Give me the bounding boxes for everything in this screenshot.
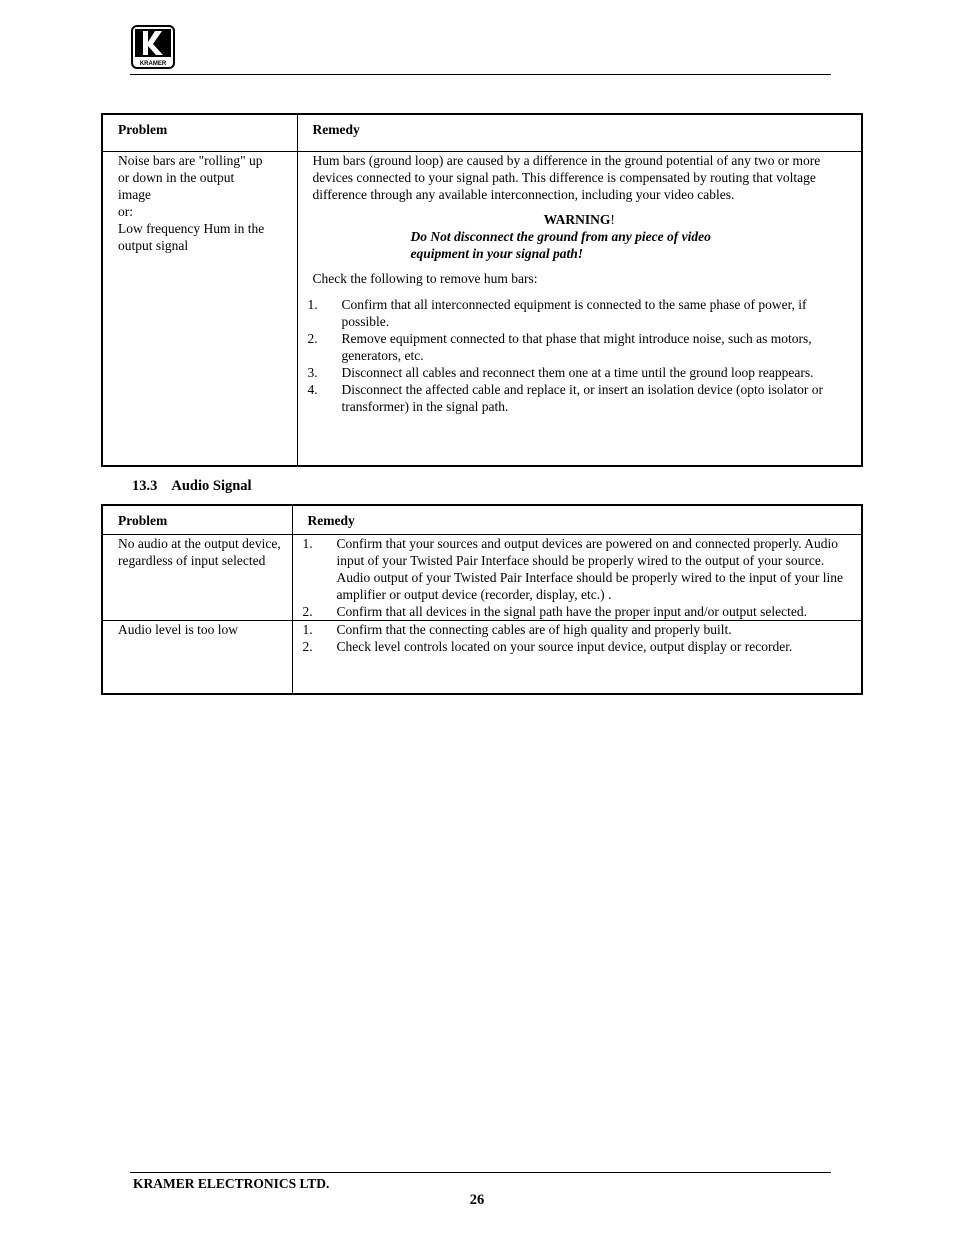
remedy-cell xyxy=(292,620,862,694)
troubleshooting-table-video xyxy=(101,113,863,467)
section-heading xyxy=(132,478,252,495)
column-header-remedy: Remedy xyxy=(292,505,862,534)
table-header-row xyxy=(102,114,862,151)
list-item: 2. Confirm that all devices in the signal path have the proper input and/or output selected. xyxy=(302,603,807,619)
logo-text: KRAMER xyxy=(139,61,167,67)
list-item: 3. Disconnect all cables and reconnect them one at a time until the ground loop reappears. xyxy=(307,364,814,380)
problem-cell xyxy=(102,151,297,466)
remedy-intro: Hum bars (ground loop) are caused by a difference in the ground potential of any two or more devices connected to your signal path. This difference is compensated by routing that voltage difference through any available interconnection, including your video cables. xyxy=(312,152,821,202)
problem-line: output signal xyxy=(118,237,189,253)
problem-line: Low frequency Hum in the xyxy=(118,220,265,236)
page-number: 26 xyxy=(469,1192,485,1208)
remedy-steps xyxy=(293,535,862,620)
list-item: 2. Check level controls located on your source input device, output display or recorder. xyxy=(302,638,793,654)
table-row xyxy=(102,151,862,466)
footer-company: KRAMER ELECTRONICS LTD. xyxy=(133,1176,330,1191)
list-item: 4. Disconnect the affected cable and replace it, or insert an isolation device (opto isolator or transformer) in the signal path. xyxy=(307,381,823,414)
list-item: 2. Remove equipment connected to that phase that might introduce noise, such as motors, generators, etc. xyxy=(307,330,812,363)
section-title: Audio Signal xyxy=(171,478,252,494)
list-item: 1. Confirm that all interconnected equipment is connected to the same phase of power, if possible. xyxy=(307,296,807,329)
footer-rule xyxy=(130,1172,831,1173)
warning-title: WARNING! xyxy=(543,211,615,227)
remedy-steps xyxy=(293,621,862,655)
problem-line: or: xyxy=(118,203,133,219)
problem-line: or down in the output xyxy=(118,169,235,185)
kramer-logo xyxy=(131,25,175,69)
column-header-problem: Problem xyxy=(102,505,292,534)
table-row xyxy=(102,534,862,620)
table-row xyxy=(102,620,862,694)
check-text: Check the following to remove hum bars: xyxy=(312,270,538,286)
problem-line: Noise bars are "rolling" up xyxy=(118,152,263,168)
problem-line: image xyxy=(118,186,151,202)
remedy-cell xyxy=(292,534,862,620)
troubleshooting-table-audio xyxy=(101,504,863,695)
column-header-remedy: Remedy xyxy=(297,114,862,151)
header-rule xyxy=(130,74,831,75)
warning-line: Do Not disconnect the ground from any piece of video xyxy=(410,228,711,244)
warning-line: equipment in your signal path! xyxy=(410,245,584,261)
column-header-problem: Problem xyxy=(102,114,297,151)
list-item: 1. Confirm that the connecting cables are of high quality and properly built. xyxy=(302,621,732,637)
problem-cell: No audio at the output device, regardless of input selected xyxy=(102,534,292,620)
remedy-cell xyxy=(297,151,862,466)
problem-cell: Audio level is too low xyxy=(102,620,292,694)
section-number: 13.3 xyxy=(132,478,158,494)
list-item: 1. Confirm that your sources and output devices are powered on and connected properly. Audio input of your Twisted Pair Interface should be properly wired to the output of your source. Audio output of your Twisted Pair Interface should be properly wired to the input of your line amplifier or output device (recorder, display, etc.) . xyxy=(302,535,843,602)
table-header-row xyxy=(102,505,862,534)
remedy-steps xyxy=(298,296,862,415)
